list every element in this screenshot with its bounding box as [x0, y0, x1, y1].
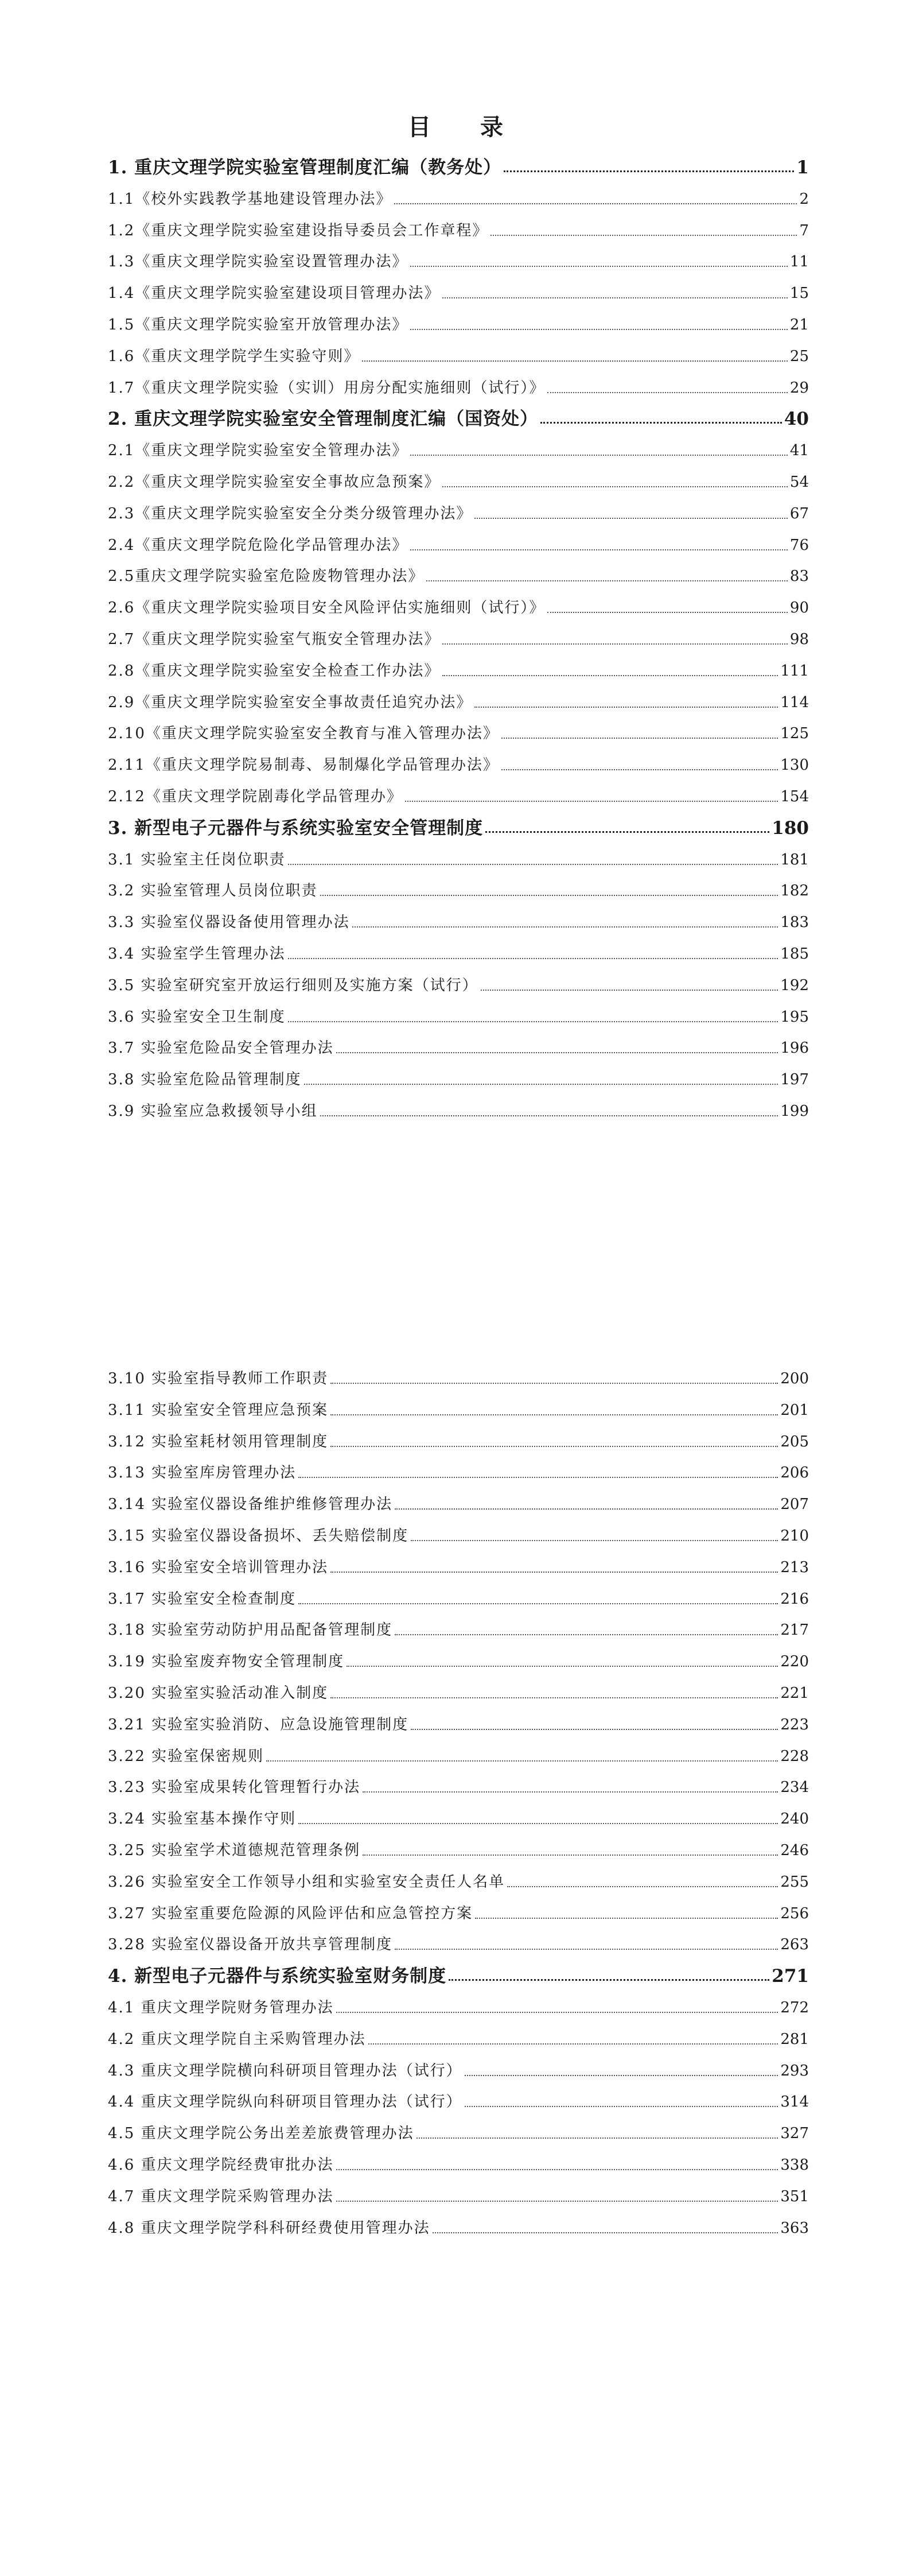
toc-entry-label: 3.21 实验室实验消防、应急设施管理制度 — [108, 1716, 409, 1733]
toc-entry-page-number: 201 — [780, 1401, 809, 1419]
toc-entry[interactable] — [108, 500, 809, 523]
toc-entry-page-number: 246 — [780, 1842, 809, 1859]
toc-entry-label: 3.24 实验室基本操作守则 — [108, 1810, 297, 1828]
toc-entry[interactable] — [108, 1900, 809, 1923]
toc-entry-label: 3.11 实验室安全管理应急预案 — [108, 1401, 329, 1419]
toc-entry-page-number: 181 — [780, 851, 809, 868]
toc-entry-page-number: 205 — [780, 1433, 809, 1450]
toc-entry-page-number: 338 — [780, 2156, 809, 2174]
dot-leader — [298, 1823, 778, 1824]
toc-entry-page-number: 216 — [780, 1590, 809, 1608]
toc-entry-label: 3.4 实验室学生管理办法 — [108, 945, 286, 963]
toc-entry[interactable] — [108, 1459, 809, 1482]
toc-entry[interactable] — [108, 437, 809, 460]
toc-entry[interactable] — [108, 562, 809, 585]
toc-entry[interactable] — [108, 1003, 809, 1026]
toc-entry[interactable] — [108, 532, 809, 554]
toc-entry-page-number: 220 — [780, 1653, 809, 1671]
toc-entry-label: 4.8 重庆文理学院学科科研经费使用管理办法 — [108, 2219, 430, 2237]
toc-entry-label: 2.2《重庆文理学院实验室安全事故应急预案》 — [108, 474, 441, 491]
dot-leader — [363, 1855, 778, 1856]
toc-entry-label: 2. 重庆文理学院实验室安全管理制度汇编（国资处） — [108, 409, 539, 430]
toc-entry[interactable] — [108, 940, 809, 963]
toc-entry-label: 4.6 重庆文理学院经费审批办法 — [108, 2156, 334, 2174]
toc-entry-label: 1.6《重庆文理学院学生实验守则》 — [108, 347, 360, 365]
toc-entry-page-number: 199 — [780, 1103, 809, 1120]
toc-entry-label: 3.17 实验室安全检查制度 — [108, 1590, 297, 1608]
toc-entry-page-number: 240 — [780, 1810, 809, 1828]
toc-entry[interactable] — [108, 1868, 809, 1891]
dot-leader — [330, 1572, 778, 1573]
toc-entry-page-number: 272 — [780, 1999, 809, 2016]
toc-entry-page-number: 197 — [780, 1071, 809, 1089]
toc-entry[interactable] — [108, 217, 809, 240]
toc-entry[interactable] — [108, 2214, 809, 2237]
toc-entry[interactable] — [108, 1428, 809, 1451]
dot-leader — [347, 1666, 778, 1667]
dot-leader — [547, 612, 788, 613]
toc-entry[interactable] — [108, 2151, 809, 2174]
toc-entry-page-number: 351 — [780, 2187, 809, 2205]
dot-leader — [368, 2043, 778, 2044]
toc-entry-label: 4. 新型电子元器件与系统实验室财务制度 — [108, 1966, 447, 1987]
toc-entry-page-number: 234 — [780, 1779, 809, 1797]
toc-entry-page-number: 256 — [780, 1904, 809, 1922]
toc-entry-page-number: 114 — [780, 693, 809, 711]
toc-entry[interactable] — [108, 2088, 809, 2111]
toc-entry-page-number: 213 — [780, 1558, 809, 1576]
toc-entry[interactable] — [108, 1805, 809, 1828]
toc-entry[interactable] — [108, 2183, 809, 2206]
toc-entry[interactable] — [108, 1994, 809, 2017]
dot-leader — [336, 1052, 778, 1053]
toc-entry-label: 3.26 实验室安全工作领导小组和实验室安全责任人名单 — [108, 1873, 505, 1891]
toc-entry-label: 3.13 实验室库房管理办法 — [108, 1464, 297, 1482]
dot-leader — [442, 297, 788, 298]
dot-leader — [442, 675, 778, 676]
toc-entry-label: 3.28 实验室仪器设备开放共享管理制度 — [108, 1936, 393, 1954]
toc-entry-label: 1. 重庆文理学院实验室管理制度汇编（教务处） — [108, 157, 502, 178]
dot-leader — [485, 831, 769, 833]
dot-leader — [304, 1084, 778, 1085]
toc-entry-label: 4.5 重庆文理学院公务出差差旅费管理办法 — [108, 2125, 414, 2143]
toc-entry-label: 1.7《重庆文理学院实验（实训）用房分配实施细则（试行）》 — [108, 379, 546, 397]
toc-entry-page-number: 15 — [789, 285, 809, 302]
toc-entry-label: 1.2《重庆文理学院实验室建设指导委员会工作章程》 — [108, 222, 489, 239]
toc-entry-page-number: 25 — [789, 347, 809, 365]
dot-leader — [540, 422, 782, 424]
dot-leader — [501, 769, 778, 770]
toc-section-heading[interactable] — [108, 405, 809, 428]
toc-entry-label: 3.6 实验室安全卫生制度 — [108, 1008, 286, 1026]
toc-entry-label: 3.16 实验室安全培训管理办法 — [108, 1558, 329, 1576]
dot-leader — [395, 1949, 778, 1950]
dot-leader — [288, 958, 778, 959]
toc-entry-label: 2.5重庆文理学院实验室危险废物管理办法》 — [108, 568, 425, 585]
dot-leader — [394, 203, 797, 204]
dot-leader — [405, 801, 778, 802]
toc-entry-label: 2.10《重庆文理学院实验室安全教育与准入管理办法》 — [108, 725, 499, 743]
toc-entry-page-number: 154 — [780, 788, 809, 805]
toc-entry-page-number: 221 — [780, 1685, 809, 1702]
toc-entry-label: 2.9《重庆文理学院实验室安全事故责任追究办法》 — [108, 693, 473, 711]
toc-entry-label: 2.4《重庆文理学院危险化学品管理办法》 — [108, 536, 408, 554]
toc-entry-page-number: 98 — [789, 631, 809, 648]
toc-entry[interactable] — [108, 783, 809, 806]
toc-entry-page-number: 206 — [780, 1464, 809, 1482]
toc-entry[interactable] — [108, 2026, 809, 2049]
toc-entry-page-number: 192 — [780, 976, 809, 994]
toc-page-1 — [0, 0, 911, 1263]
dot-leader — [410, 549, 788, 550]
toc-entry[interactable] — [108, 1774, 809, 1797]
toc-entry-page-number: 76 — [789, 536, 809, 554]
toc-entry-label: 4.3 重庆文理学院横向科研项目管理办法（试行） — [108, 2062, 462, 2080]
toc-entry-label: 2.7《重庆文理学院实验室气瓶安全管理办法》 — [108, 631, 441, 648]
dot-leader — [465, 2106, 778, 2107]
toc-entry[interactable] — [108, 1522, 809, 1545]
toc-entry-page-number: 180 — [772, 817, 809, 839]
toc-entry[interactable] — [108, 311, 809, 334]
toc-entry-label: 3.27 实验室重要危险源的风险评估和应急管控方案 — [108, 1904, 473, 1922]
toc-entry[interactable] — [108, 1711, 809, 1734]
dot-leader — [449, 1979, 769, 1981]
toc-entry[interactable] — [108, 2057, 809, 2080]
toc-entry-page-number: 83 — [789, 568, 809, 585]
toc-entry-page-number: 195 — [780, 1008, 809, 1026]
toc-entry-label: 1.1《校外实践教学基地建设管理办法》 — [108, 190, 392, 208]
toc-entry-label: 3.2 实验室管理人员岗位职责 — [108, 882, 318, 900]
toc-entry-page-number: 182 — [780, 882, 809, 900]
toc-entry[interactable] — [108, 1837, 809, 1860]
toc-entry-page-number: 327 — [780, 2125, 809, 2143]
toc-entry-label: 4.1 重庆文理学院财务管理办法 — [108, 1999, 334, 2016]
dot-leader — [442, 486, 788, 487]
dot-leader — [474, 518, 788, 519]
toc-entry-label: 1.5《重庆文理学院实验室开放管理办法》 — [108, 316, 408, 333]
toc-entry-label: 3.23 实验室成果转化管理暂行办法 — [108, 1779, 361, 1797]
dot-leader — [426, 580, 788, 581]
toc-entry-label: 2.1《重庆文理学院实验室安全管理办法》 — [108, 442, 408, 460]
toc-entry-page-number: 40 — [784, 409, 809, 430]
toc-entry-page-number: 90 — [789, 599, 809, 617]
dot-leader — [501, 738, 778, 739]
dot-leader — [547, 392, 788, 393]
toc-entry-page-number: 196 — [780, 1039, 809, 1057]
toc-entry[interactable] — [108, 1679, 809, 1702]
toc-entry[interactable] — [108, 1931, 809, 1954]
toc-entry-page-number: 21 — [789, 316, 809, 333]
toc-entry[interactable] — [108, 877, 809, 900]
dot-leader — [330, 1383, 778, 1384]
toc-entry-label: 4.2 重庆文理学院自主采购管理办法 — [108, 2030, 366, 2048]
dot-leader — [362, 360, 788, 362]
toc-entry-page-number: 207 — [780, 1496, 809, 1514]
dot-leader — [465, 2075, 778, 2076]
toc-entry[interactable] — [108, 280, 809, 302]
toc-page-2 — [0, 1355, 911, 2576]
toc-entry-page-number: 1 — [796, 157, 809, 178]
toc-entry-label: 3.12 实验室耗材领用管理制度 — [108, 1433, 329, 1450]
toc-entry-label: 3.22 实验室保密规则 — [108, 1747, 264, 1765]
toc-entry[interactable] — [108, 343, 809, 366]
toc-entry[interactable] — [108, 468, 809, 491]
dot-leader — [395, 1634, 778, 1635]
dot-leader — [504, 170, 794, 172]
dot-leader — [330, 1697, 778, 1698]
toc-entry-page-number: 200 — [780, 1370, 809, 1387]
toc-entry-label: 3.1 实验室主任岗位职责 — [108, 851, 286, 868]
toc-entry-label: 3.18 实验室劳动防护用品配备管理制度 — [108, 1621, 393, 1639]
toc-entry-label: 3. 新型电子元器件与系统实验室安全管理制度 — [108, 817, 484, 839]
toc-entry-page-number: 111 — [780, 662, 809, 680]
toc-entry-page-number: 363 — [780, 2219, 809, 2237]
toc-section-heading[interactable] — [108, 814, 809, 837]
toc-entry[interactable] — [108, 1034, 809, 1057]
dot-leader — [411, 1540, 778, 1541]
toc-entry[interactable] — [108, 846, 809, 869]
toc-entry-label: 3.3 实验室仪器设备使用管理办法 — [108, 914, 350, 932]
toc-entry-label: 3.9 实验室应急救援领导小组 — [108, 1103, 318, 1120]
toc-entry-label: 2.3《重庆文理学院实验室安全分类分级管理办法》 — [108, 505, 473, 522]
dot-leader — [490, 235, 797, 236]
dot-leader — [363, 1791, 778, 1793]
toc-entry[interactable] — [108, 909, 809, 932]
toc-entry[interactable] — [108, 1097, 809, 1120]
dot-leader — [336, 2012, 778, 2013]
toc-title: 目 录 — [408, 114, 524, 141]
toc-entry[interactable] — [108, 1365, 809, 1388]
toc-entry[interactable] — [108, 657, 809, 680]
dot-leader — [433, 2232, 778, 2233]
dot-leader — [481, 990, 778, 991]
toc-entry-label: 2.8《重庆文理学院实验室安全检查工作办法》 — [108, 662, 441, 680]
toc-entry[interactable] — [108, 1066, 809, 1089]
toc-entry-label: 3.25 实验室学术道德规范管理条例 — [108, 1842, 361, 1859]
dot-leader — [395, 1508, 778, 1510]
toc-entry-label: 1.3《重庆文理学院实验室设置管理办法》 — [108, 253, 408, 271]
toc-section-heading[interactable] — [108, 154, 809, 177]
toc-entry-label: 2.12《重庆文理学院剧毒化学品管理办》 — [108, 788, 403, 805]
toc-entry[interactable] — [108, 689, 809, 712]
toc-entry[interactable] — [108, 972, 809, 995]
dot-leader — [474, 707, 778, 708]
dot-leader — [352, 926, 778, 928]
toc-entry-label: 1.4《重庆文理学院实验室建设项目管理办法》 — [108, 285, 441, 302]
dot-leader — [320, 895, 778, 896]
toc-entry-label: 3.19 实验室废弃物安全管理制度 — [108, 1653, 345, 1671]
dot-leader — [336, 2201, 778, 2202]
dot-leader — [288, 864, 778, 865]
toc-entry-label: 3.20 实验室实验活动准入制度 — [108, 1685, 329, 1702]
toc-entry-label: 3.5 实验室研究室开放运行细则及实施方案（试行） — [108, 976, 478, 994]
toc-entry-page-number: 314 — [780, 2093, 809, 2111]
dot-leader — [330, 1446, 778, 1447]
toc-entry-page-number: 210 — [780, 1527, 809, 1545]
toc-entry[interactable] — [108, 248, 809, 271]
dot-leader — [336, 2169, 778, 2170]
dot-leader — [442, 643, 788, 645]
toc-entry-label: 4.7 重庆文理学院采购管理办法 — [108, 2187, 334, 2205]
toc-entry-page-number: 41 — [789, 442, 809, 460]
toc-entry[interactable] — [108, 1648, 809, 1671]
dot-leader — [298, 1603, 778, 1604]
dot-leader — [320, 1115, 778, 1116]
toc-entry[interactable] — [108, 594, 809, 617]
toc-entry-label: 2.6《重庆文理学院实验项目安全风险评估实施细则（试行）》 — [108, 599, 546, 617]
toc-entry[interactable] — [108, 720, 809, 743]
toc-entry-page-number: 223 — [780, 1716, 809, 1733]
toc-entry-page-number: 67 — [789, 505, 809, 522]
toc-entry-label: 4.4 重庆文理学院纵向科研项目管理办法（试行） — [108, 2093, 462, 2111]
toc-entry-label: 3.14 实验室仪器设备维护维修管理办法 — [108, 1496, 393, 1514]
toc-entry-page-number: 185 — [780, 945, 809, 963]
dot-leader — [416, 2137, 778, 2139]
toc-entry-label: 3.7 实验室危险品安全管理办法 — [108, 1039, 334, 1057]
toc-entry[interactable] — [108, 751, 809, 774]
dot-leader — [411, 1729, 778, 1730]
toc-entry-page-number: 7 — [799, 222, 809, 239]
toc-entry-page-number: 271 — [772, 1966, 809, 1987]
dot-leader — [266, 1760, 778, 1762]
toc-entry-page-number: 54 — [789, 474, 809, 491]
toc-entry-page-number: 29 — [789, 379, 809, 397]
dot-leader — [410, 455, 788, 456]
toc-entry[interactable] — [108, 1743, 809, 1766]
toc-entry[interactable] — [108, 185, 809, 208]
dot-leader — [410, 266, 788, 267]
toc-entry[interactable] — [108, 374, 809, 397]
toc-section-heading[interactable] — [108, 1962, 809, 1985]
toc-entry-page-number: 281 — [780, 2030, 809, 2048]
toc-entry[interactable] — [108, 1396, 809, 1419]
toc-entry-label: 3.10 实验室指导教师工作职责 — [108, 1370, 329, 1387]
toc-entry[interactable] — [108, 2120, 809, 2143]
toc-entry-page-number: 217 — [780, 1621, 809, 1639]
toc-entry-page-number: 125 — [780, 725, 809, 743]
toc-entry[interactable] — [108, 1585, 809, 1608]
toc-entry-page-number: 2 — [799, 190, 809, 208]
dot-leader — [298, 1477, 778, 1478]
toc-entry-page-number: 293 — [780, 2062, 809, 2080]
toc-entry-label: 3.8 实验室危险品管理制度 — [108, 1071, 302, 1089]
toc-entry-label: 2.11《重庆文理学院易制毒、易制爆化学品管理办法》 — [108, 756, 499, 774]
toc-entry[interactable] — [108, 1616, 809, 1639]
toc-entry-label: 3.15 实验室仪器设备损坏、丢失赔偿制度 — [108, 1527, 409, 1545]
dot-leader — [288, 1021, 778, 1022]
toc-entry-page-number: 228 — [780, 1747, 809, 1765]
toc-entry-page-number: 183 — [780, 914, 809, 932]
toc-entry[interactable] — [108, 1554, 809, 1577]
dot-leader — [507, 1886, 778, 1887]
dot-leader — [330, 1414, 778, 1415]
toc-entry-page-number: 263 — [780, 1936, 809, 1954]
toc-entry-page-number: 130 — [780, 756, 809, 774]
toc-entry[interactable] — [108, 1491, 809, 1514]
dot-leader — [475, 1918, 778, 1919]
toc-entry-page-number: 11 — [789, 253, 809, 271]
toc-entry[interactable] — [108, 626, 809, 649]
dot-leader — [410, 329, 788, 330]
toc-entry-page-number: 255 — [780, 1873, 809, 1891]
